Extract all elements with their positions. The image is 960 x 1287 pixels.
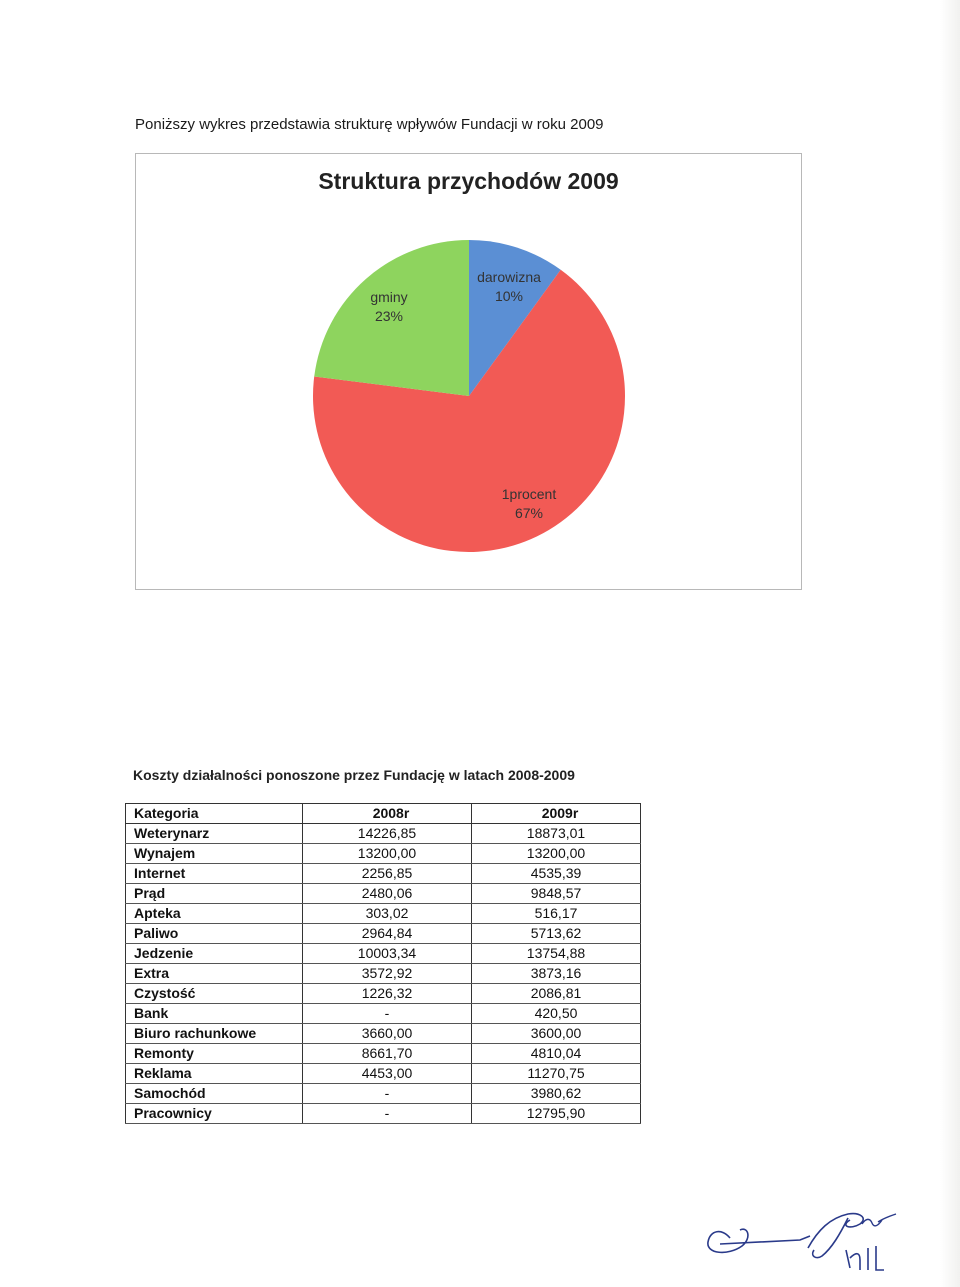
table-row bbox=[126, 1064, 641, 1084]
header-2008: 2008r bbox=[303, 804, 472, 824]
pie-label-darowizna: darowizna bbox=[477, 269, 541, 285]
cell-category: Jedzenie bbox=[126, 944, 303, 964]
pie-percent-darowizna: 10% bbox=[494, 288, 524, 304]
cell-category: Reklama bbox=[126, 1064, 303, 1084]
table-row bbox=[126, 884, 641, 904]
cell-category: Remonty bbox=[126, 1044, 303, 1064]
cell-category: Weterynarz bbox=[126, 824, 303, 844]
cell-2009: 420,50 bbox=[472, 1004, 641, 1024]
table-row bbox=[126, 1104, 641, 1124]
cell-2009: 516,17 bbox=[472, 904, 641, 924]
pie-percent-1procent: 67% bbox=[514, 505, 544, 521]
table-header-row bbox=[126, 804, 641, 824]
cell-2009: 2086,81 bbox=[472, 984, 641, 1004]
pie-chart bbox=[136, 154, 801, 589]
table-row bbox=[126, 1004, 641, 1024]
table-row bbox=[126, 904, 641, 924]
cell-category: Czystość bbox=[126, 984, 303, 1004]
cell-2008: 2480,06 bbox=[303, 884, 472, 904]
cell-category: Paliwo bbox=[126, 924, 303, 944]
cell-2009: 3873,16 bbox=[472, 964, 641, 984]
intro-text: Poniższy wykres przedstawia strukturę wpływów Fundacji w roku 2009 bbox=[135, 116, 604, 133]
cell-2008: 1226,32 bbox=[303, 984, 472, 1004]
cell-2009: 9848,57 bbox=[472, 884, 641, 904]
pie-label-gminy: gminy bbox=[370, 289, 408, 305]
cell-2009: 18873,01 bbox=[472, 824, 641, 844]
pie-chart-frame bbox=[135, 153, 802, 590]
cell-2009: 12795,90 bbox=[472, 1104, 641, 1124]
cell-category: Pracownicy bbox=[126, 1104, 303, 1124]
cell-2008: 10003,34 bbox=[303, 944, 472, 964]
cell-2008: - bbox=[303, 1004, 472, 1024]
cell-2008: 4453,00 bbox=[303, 1064, 472, 1084]
cell-2008: 2256,85 bbox=[303, 864, 472, 884]
cell-2009: 3980,62 bbox=[472, 1084, 641, 1104]
pie-percent-gminy: 23% bbox=[374, 308, 404, 324]
cell-category: Biuro rachunkowe bbox=[126, 1024, 303, 1044]
costs-table bbox=[125, 803, 641, 1124]
table-row bbox=[126, 984, 641, 1004]
cell-category: Prąd bbox=[126, 884, 303, 904]
cell-2008: 3572,92 bbox=[303, 964, 472, 984]
cell-2009: 5713,62 bbox=[472, 924, 641, 944]
cell-category: Wynajem bbox=[126, 844, 303, 864]
cell-category: Samochód bbox=[126, 1084, 303, 1104]
chart-title: Struktura przychodów 2009 bbox=[318, 168, 619, 194]
table-row bbox=[126, 1044, 641, 1064]
pie-label-1procent: 1procent bbox=[501, 486, 557, 502]
cell-category: Bank bbox=[126, 1004, 303, 1024]
cell-2009: 11270,75 bbox=[472, 1064, 641, 1084]
cell-2009: 3600,00 bbox=[472, 1024, 641, 1044]
table-row bbox=[126, 1084, 641, 1104]
header-2009: 2009r bbox=[472, 804, 641, 824]
table-row bbox=[126, 844, 641, 864]
cell-category: Extra bbox=[126, 964, 303, 984]
scan-edge-shadow bbox=[940, 0, 960, 1287]
table-title: Koszty działalności ponoszone przez Fundację w latach 2008-2009 bbox=[133, 767, 575, 783]
table-row bbox=[126, 824, 641, 844]
table-row bbox=[126, 964, 641, 984]
cell-category: Internet bbox=[126, 864, 303, 884]
cell-2009: 4535,39 bbox=[472, 864, 641, 884]
cell-2008: 2964,84 bbox=[303, 924, 472, 944]
table-row bbox=[126, 924, 641, 944]
cell-2008: 13200,00 bbox=[303, 844, 472, 864]
cell-2009: 13200,00 bbox=[472, 844, 641, 864]
handwritten-signature bbox=[700, 1190, 900, 1275]
cell-2008: - bbox=[303, 1084, 472, 1104]
cell-2008: - bbox=[303, 1104, 472, 1124]
cell-2008: 14226,85 bbox=[303, 824, 472, 844]
table-row bbox=[126, 944, 641, 964]
table-row bbox=[126, 864, 641, 884]
cell-category: Apteka bbox=[126, 904, 303, 924]
cell-2008: 3660,00 bbox=[303, 1024, 472, 1044]
cell-2008: 303,02 bbox=[303, 904, 472, 924]
cell-2008: 8661,70 bbox=[303, 1044, 472, 1064]
header-category: Kategoria bbox=[126, 804, 303, 824]
cell-2009: 13754,88 bbox=[472, 944, 641, 964]
cell-2009: 4810,04 bbox=[472, 1044, 641, 1064]
table-row bbox=[126, 1024, 641, 1044]
